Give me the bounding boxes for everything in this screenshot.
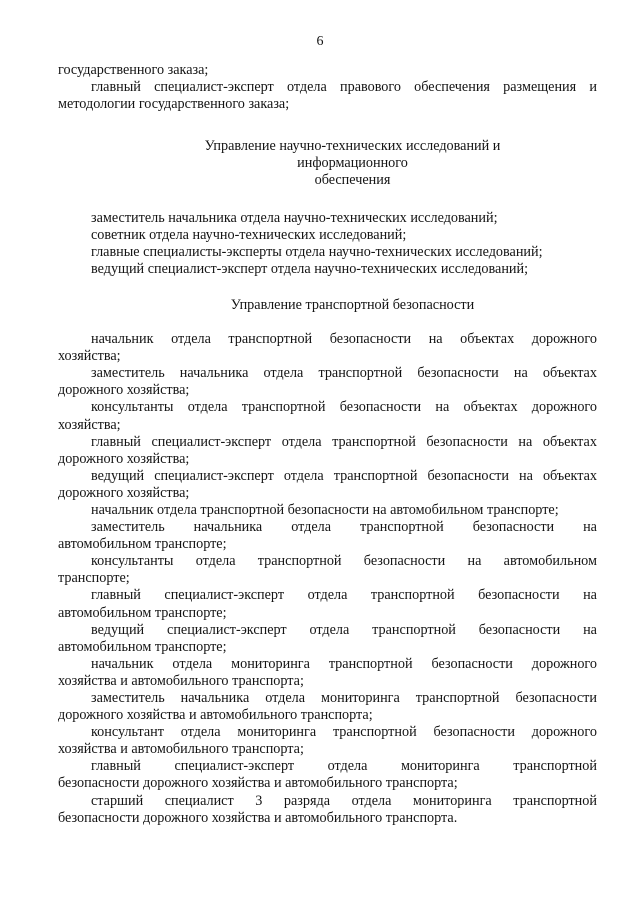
section2-item-line2: хозяйства; [58,416,121,433]
section2-item [58,468,597,502]
section2-item-word: транспортной [333,467,418,484]
section2-item-line2: транспорте; [58,570,130,587]
section2-item-word: главный [91,758,141,775]
section2-item-line1-text [91,724,597,741]
section2-item-word: объектах [460,331,515,348]
section2-item-line2: автомобильном транспорте; [58,536,227,553]
section2-item-word: отдела [307,587,348,604]
section2-item [58,622,597,656]
intro-continuation: государственного заказа; [58,62,209,78]
section2-item-line1 [91,331,597,348]
section2-item-line1 [91,519,597,536]
section2-item-line2: хозяйства и автомобильного транспорта; [58,672,304,689]
section2-item-line2: хозяйства и автомобильного транспорта; [58,741,304,758]
section2-item-word: специалист-эксперт [154,467,274,484]
section1-heading [58,138,597,189]
section2-item-word: отдела [172,655,213,672]
section2-item-line1-text: начальник отдела транспортной безопасности на автомобильном транспорте; [91,501,559,518]
intro-item-line1 [91,79,597,96]
section1-item: ведущий специалист-эксперт отдела научно-технических исследований; [91,260,529,277]
intro-item [58,79,597,113]
section2-item [58,690,597,724]
section2-item-line1 [91,553,597,570]
section2-item-line2: дорожного хозяйства и автомобильного транспорта; [58,707,373,724]
section2-item [58,502,597,519]
section2-item-word: транспортной [415,690,500,706]
section2-item-word: консультанты [91,553,174,570]
section2-item-line2: безопасности дорожного хозяйства и автомобильного транспорта; [58,775,458,792]
section2-item-line1 [91,793,597,810]
section2-item-word: безопасности [339,399,422,416]
section2-item [58,434,597,468]
section2-item-word: транспортной [332,724,417,741]
section2-item [58,724,597,758]
section2-item-word: дорожного [531,399,597,416]
section2-item-word: заместитель [91,690,165,706]
section2-item-word: на [583,519,597,536]
section2-item-word: транспортной [257,553,342,570]
section2-item-word: транспортной [318,365,403,382]
section2-item-word: главный [91,433,141,450]
section2-item-word: транспортной [513,758,597,775]
section2-item-word: специалист-эксперт [174,758,295,775]
intro-block [58,62,597,113]
section2-item-line1 [91,468,597,485]
section2-item-word: отдела [283,467,324,484]
section2-item-line1-text [91,365,597,382]
section2-item-word: специалист-эксперт [167,621,287,638]
section2-item-word: транспортной [372,621,456,638]
section2-item-word: консультант [91,724,164,741]
section2-item-line1-text [91,468,597,485]
section2-item-word: начальник [91,331,154,348]
section1-item: главные специалисты-эксперты отдела научно-технических исследований; [91,243,543,260]
section2-item-word: безопасности [427,467,509,484]
section2-item-word: отдела [291,519,332,536]
section2-item-word: транспортной [332,433,416,450]
section2-item-word: мониторинга [231,655,310,672]
section2-item [58,365,597,399]
section2-item-line1-text [91,434,597,451]
section2-item-line2: автомобильном транспорте; [58,604,227,621]
section2-item-line1 [91,587,597,604]
section2-item-word: безопасности [431,655,513,672]
section2-item-word: отдела [351,792,392,809]
section2-item-word: специалист-эксперт [151,433,272,450]
section2-item-word: отдела [180,724,221,741]
section2-item-word: безопасности [515,690,597,706]
section2-item-word: специалист [164,792,234,809]
section2-item-line1 [91,656,597,673]
section2-item-word: объектах [542,433,597,450]
section2-item-word: начальника [193,519,263,536]
section2-item-word: транспортной [328,655,413,672]
section1-item: заместитель начальника отдела научно-технических исследований; [91,209,498,226]
section2-item-word: транспортной [228,331,313,348]
section1-item: советник отдела научно-технических исследований; [91,226,407,243]
section2-item-word: на [513,365,528,382]
section2-item-word: транспортной [513,792,597,809]
section2-item-line1-text [91,656,597,673]
section2-item-line1 [91,502,597,519]
section2-item-line2: дорожного хозяйства; [58,450,190,467]
section2-item-word: на [518,433,533,450]
section2-item-word: на [467,553,482,570]
section2-item-word: безопасности [478,621,561,638]
section2-item-word: консультанты [91,399,174,416]
section2-item-line2: дорожного хозяйства; [58,484,190,501]
section2-item [58,519,597,553]
section2-item-word: объектах [542,467,597,484]
intro-item-line2: методологии государственного заказа; [58,96,290,113]
section2-item-word: начальника [179,365,249,382]
section2-item-word: безопасности [433,724,515,741]
section2-item [58,331,597,365]
section2-item-word: отдела [309,621,350,638]
section2-item-word: старший [91,792,144,809]
section2-item-word: начальника [180,690,250,706]
section2-item-word: безопасности [426,433,508,450]
section2-item-line1 [91,758,597,775]
section2-item-word: транспортной [241,399,326,416]
section2-item [58,656,597,690]
section2-list [58,331,597,827]
section2-item [58,587,597,621]
section2-item-word: отдела [263,365,304,382]
section2-item-word: на [435,399,450,416]
section2-item-word: отдела [265,690,306,706]
section2-item-line1-text [91,399,597,416]
section2-item-word: безопасности [417,365,499,382]
section2-item-word: ведущий [91,621,145,638]
section2-item-word: отдела [171,331,211,348]
section1-heading-line2: обеспечения [314,172,391,189]
section2-item [58,793,597,827]
section2-item-word: мониторинга [400,758,480,775]
section2-item-word: на [583,621,597,638]
section2-item-line1 [91,724,597,741]
section2-item-word: автомобильном [503,553,597,570]
section2-item-word: отдела [281,433,322,450]
section2-item-word: заместитель [91,365,165,382]
section2-item-word: ведущий [91,467,145,484]
section2-item-line2: хозяйства; [58,348,121,365]
section2-item-word: безопасности [478,587,560,604]
section2-item-word: начальник [91,655,154,672]
section2-item-line1 [91,399,597,416]
document-body [58,62,597,827]
section2-item-word: специалист-эксперт [164,587,285,604]
section2-item-word: объектах [542,365,597,382]
section2-item-line1 [91,365,597,382]
section2-item-word: на [583,587,597,604]
section2-item [58,758,597,792]
section2-item-line2: дорожного хозяйства; [58,382,190,399]
section2-item-word: безопасности [363,553,446,570]
section2-item-word: разряда [283,792,331,809]
section2-item-word: отдела [327,758,368,775]
section2-item-line1 [91,690,597,707]
section2-item-line2: автомобильном транспорте; [58,638,227,655]
section1-list [58,210,597,278]
section2-item-word: безопасности [329,331,412,348]
section2-item-line1-text [91,690,597,707]
section2-item [58,553,597,587]
section2-item-word: на [519,467,533,484]
section2-item-word: отдела [195,553,236,570]
intro-item-line1-text: главный специалист-эксперт отдела правового обеспечения размещения и [91,79,597,96]
page-number: 6 [316,34,324,49]
section2-item-word: 3 [255,792,263,809]
section1-heading-line1: Управление научно-технических исследований и информационного [204,138,501,172]
section2-item-word: дорожного [531,655,597,672]
section2-item-line1 [91,622,597,639]
section2-item-word: заместитель [91,519,165,536]
section2-item-word: мониторинга [237,724,317,741]
section2-item-word: дорожного [531,724,597,741]
section2-heading: Управление транспортной безопасности [230,296,475,313]
section2-item-word: мониторинга [412,792,492,809]
section2-item [58,399,597,433]
section2-item-word: отдела [187,399,228,416]
section2-item-word: главный [91,587,141,604]
section2-item-word: безопасности [472,519,555,536]
section2-item-line1-text [91,331,597,348]
section2-item-word: на [428,331,443,348]
section2-item-word: объектах [463,399,518,416]
section2-item-word: транспортной [370,587,455,604]
section2-item-word: транспортной [359,519,444,536]
section2-item-word: мониторинга [321,690,400,706]
section2-item-word: дорожного [531,331,597,348]
section2-item-line1 [91,434,597,451]
section2-item-line2: безопасности дорожного хозяйства и автомобильного транспорта. [58,809,458,826]
